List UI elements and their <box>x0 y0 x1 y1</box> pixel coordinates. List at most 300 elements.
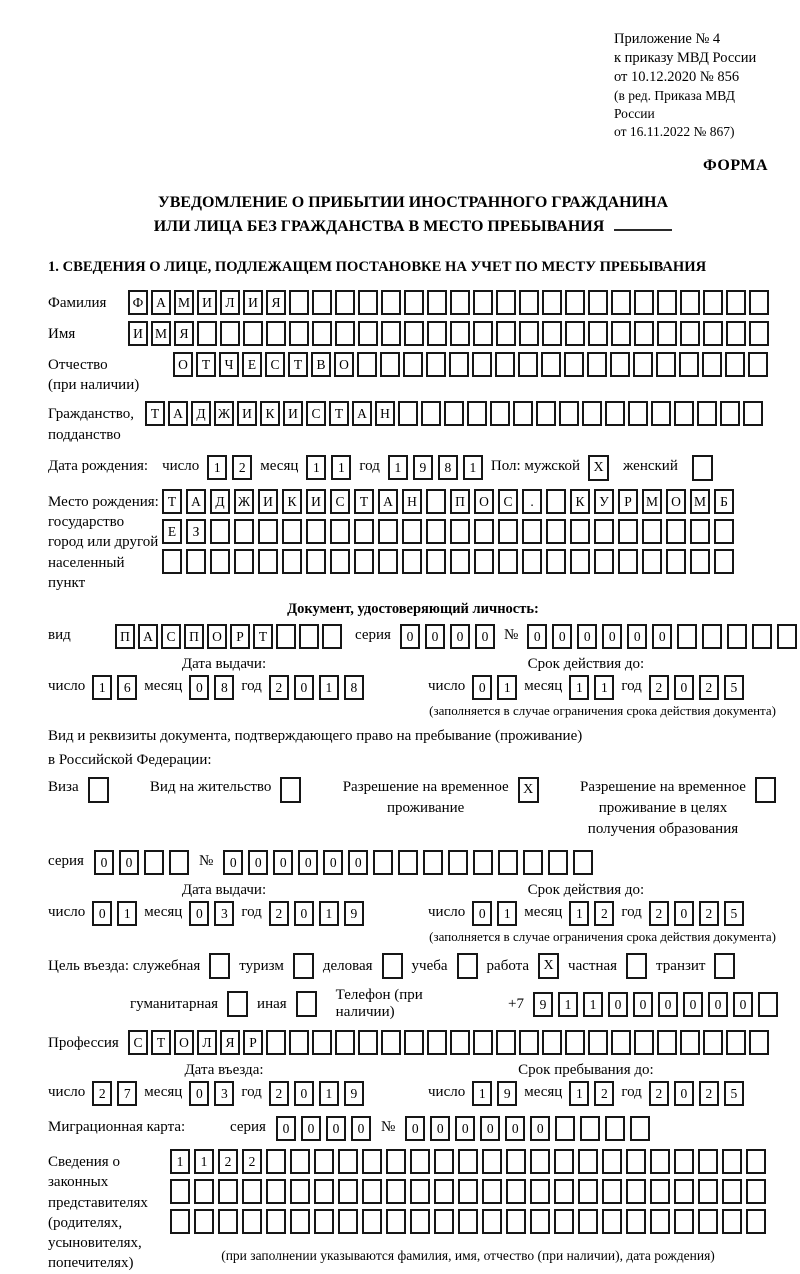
temp-residence-checkbox[interactable]: X <box>518 777 539 803</box>
char-cell[interactable] <box>404 1030 424 1055</box>
char-cell[interactable]: И <box>243 290 263 315</box>
char-cell[interactable] <box>580 1116 600 1141</box>
char-cell[interactable] <box>564 352 584 377</box>
char-cell[interactable] <box>386 1209 406 1234</box>
char-cell[interactable] <box>634 1030 654 1055</box>
char-cell[interactable]: 0 <box>294 675 314 700</box>
purpose-tourism-checkbox[interactable] <box>293 953 314 979</box>
char-cell[interactable] <box>650 1209 670 1234</box>
char-cell[interactable]: О <box>334 352 354 377</box>
char-cell[interactable]: К <box>570 489 590 514</box>
char-cell[interactable] <box>628 401 648 426</box>
char-cell[interactable] <box>522 519 542 544</box>
char-cell[interactable]: 2 <box>649 1081 669 1106</box>
char-cell[interactable] <box>482 1149 502 1174</box>
char-cell[interactable] <box>306 549 326 574</box>
char-cell[interactable] <box>578 1179 598 1204</box>
char-cell[interactable]: Ж <box>214 401 234 426</box>
char-cell[interactable]: О <box>173 352 193 377</box>
char-cell[interactable] <box>703 321 723 346</box>
char-cell[interactable] <box>490 401 510 426</box>
char-cell[interactable]: 1 <box>207 455 227 480</box>
char-cell[interactable] <box>542 321 562 346</box>
char-cell[interactable] <box>362 1209 382 1234</box>
char-cell[interactable] <box>506 1149 526 1174</box>
char-cell[interactable] <box>546 519 566 544</box>
char-cell[interactable] <box>610 352 630 377</box>
char-cell[interactable] <box>656 352 676 377</box>
char-cell[interactable] <box>578 1149 598 1174</box>
char-cell[interactable]: 1 <box>319 675 339 700</box>
char-cell[interactable] <box>335 290 355 315</box>
char-cell[interactable] <box>506 1179 526 1204</box>
purpose-work-checkbox[interactable]: X <box>538 953 559 979</box>
purpose-humanitarian-checkbox[interactable] <box>227 991 248 1017</box>
char-cell[interactable] <box>482 1209 502 1234</box>
char-cell[interactable] <box>450 519 470 544</box>
char-cell[interactable] <box>680 290 700 315</box>
char-cell[interactable] <box>242 1209 262 1234</box>
char-cell[interactable] <box>162 549 182 574</box>
char-cell[interactable] <box>312 321 332 346</box>
purpose-transit-checkbox[interactable] <box>714 953 735 979</box>
char-cell[interactable] <box>427 290 447 315</box>
char-cell[interactable]: 1 <box>594 675 614 700</box>
char-cell[interactable]: Т <box>354 489 374 514</box>
char-cell[interactable]: О <box>174 1030 194 1055</box>
char-cell[interactable] <box>169 850 189 875</box>
char-cell[interactable]: 0 <box>425 624 445 649</box>
char-cell[interactable]: 8 <box>344 675 364 700</box>
purpose-private-checkbox[interactable] <box>626 953 647 979</box>
char-cell[interactable] <box>426 549 446 574</box>
char-cell[interactable] <box>338 1149 358 1174</box>
char-cell[interactable] <box>634 321 654 346</box>
char-cell[interactable] <box>554 1209 574 1234</box>
char-cell[interactable]: О <box>666 489 686 514</box>
char-cell[interactable]: 0 <box>400 624 420 649</box>
char-cell[interactable] <box>651 401 671 426</box>
char-cell[interactable]: 2 <box>232 455 252 480</box>
char-cell[interactable]: 0 <box>405 1116 425 1141</box>
char-cell[interactable] <box>594 549 614 574</box>
char-cell[interactable] <box>702 352 722 377</box>
char-cell[interactable]: 1 <box>569 675 589 700</box>
char-cell[interactable]: Т <box>196 352 216 377</box>
char-cell[interactable] <box>570 549 590 574</box>
char-cell[interactable]: Т <box>329 401 349 426</box>
char-cell[interactable] <box>519 290 539 315</box>
edu-residence-checkbox[interactable] <box>755 777 776 803</box>
char-cell[interactable] <box>588 290 608 315</box>
char-cell[interactable]: 1 <box>497 901 517 926</box>
char-cell[interactable]: М <box>151 321 171 346</box>
char-cell[interactable] <box>358 1030 378 1055</box>
char-cell[interactable]: 9 <box>344 1081 364 1106</box>
char-cell[interactable] <box>519 321 539 346</box>
char-cell[interactable] <box>618 549 638 574</box>
char-cell[interactable] <box>541 352 561 377</box>
char-cell[interactable]: С <box>498 489 518 514</box>
char-cell[interactable] <box>680 1030 700 1055</box>
char-cell[interactable] <box>338 1179 358 1204</box>
char-cell[interactable]: 0 <box>505 1116 525 1141</box>
char-cell[interactable] <box>314 1209 334 1234</box>
char-cell[interactable] <box>522 549 542 574</box>
char-cell[interactable]: 0 <box>323 850 343 875</box>
char-cell[interactable]: 1 <box>92 675 112 700</box>
char-cell[interactable] <box>427 1030 447 1055</box>
char-cell[interactable] <box>726 290 746 315</box>
char-cell[interactable] <box>674 1179 694 1204</box>
char-cell[interactable]: 1 <box>319 1081 339 1106</box>
char-cell[interactable]: П <box>115 624 135 649</box>
char-cell[interactable] <box>423 850 443 875</box>
char-cell[interactable]: М <box>690 489 710 514</box>
char-cell[interactable]: 2 <box>594 1081 614 1106</box>
char-cell[interactable] <box>386 1179 406 1204</box>
char-cell[interactable]: 0 <box>608 992 628 1017</box>
char-cell[interactable] <box>573 850 593 875</box>
char-cell[interactable] <box>698 1209 718 1234</box>
char-cell[interactable] <box>559 401 579 426</box>
visa-checkbox[interactable] <box>88 777 109 803</box>
char-cell[interactable]: Я <box>174 321 194 346</box>
char-cell[interactable] <box>618 519 638 544</box>
char-cell[interactable]: У <box>594 489 614 514</box>
char-cell[interactable] <box>290 1149 310 1174</box>
char-cell[interactable]: П <box>184 624 204 649</box>
char-cell[interactable] <box>523 850 543 875</box>
char-cell[interactable] <box>702 624 722 649</box>
char-cell[interactable] <box>630 1116 650 1141</box>
char-cell[interactable] <box>594 519 614 544</box>
char-cell[interactable] <box>758 992 778 1017</box>
char-cell[interactable] <box>703 1030 723 1055</box>
char-cell[interactable] <box>335 321 355 346</box>
sex-female-checkbox[interactable] <box>692 455 713 481</box>
char-cell[interactable]: 2 <box>649 675 669 700</box>
char-cell[interactable] <box>714 549 734 574</box>
char-cell[interactable] <box>335 1030 355 1055</box>
char-cell[interactable] <box>674 1209 694 1234</box>
char-cell[interactable]: 0 <box>92 901 112 926</box>
char-cell[interactable] <box>725 352 745 377</box>
char-cell[interactable] <box>657 290 677 315</box>
char-cell[interactable]: 2 <box>594 901 614 926</box>
char-cell[interactable]: 0 <box>430 1116 450 1141</box>
char-cell[interactable] <box>282 549 302 574</box>
char-cell[interactable] <box>434 1179 454 1204</box>
char-cell[interactable] <box>611 1030 631 1055</box>
char-cell[interactable]: 2 <box>649 901 669 926</box>
char-cell[interactable] <box>626 1149 646 1174</box>
char-cell[interactable] <box>404 321 424 346</box>
char-cell[interactable]: Ф <box>128 290 148 315</box>
char-cell[interactable] <box>554 1179 574 1204</box>
char-cell[interactable] <box>473 321 493 346</box>
char-cell[interactable] <box>448 850 468 875</box>
char-cell[interactable] <box>498 850 518 875</box>
char-cell[interactable] <box>306 519 326 544</box>
char-cell[interactable] <box>458 1179 478 1204</box>
char-cell[interactable] <box>354 549 374 574</box>
char-cell[interactable] <box>474 549 494 574</box>
char-cell[interactable] <box>666 519 686 544</box>
char-cell[interactable]: П <box>450 489 470 514</box>
char-cell[interactable] <box>218 1179 238 1204</box>
char-cell[interactable]: З <box>186 519 206 544</box>
char-cell[interactable] <box>697 401 717 426</box>
char-cell[interactable] <box>602 1209 622 1234</box>
char-cell[interactable] <box>749 321 769 346</box>
char-cell[interactable] <box>258 549 278 574</box>
char-cell[interactable]: 2 <box>92 1081 112 1106</box>
char-cell[interactable] <box>444 401 464 426</box>
char-cell[interactable] <box>554 1149 574 1174</box>
char-cell[interactable]: 0 <box>577 624 597 649</box>
char-cell[interactable]: 5 <box>724 675 744 700</box>
char-cell[interactable]: 2 <box>699 675 719 700</box>
char-cell[interactable] <box>473 290 493 315</box>
char-cell[interactable] <box>605 401 625 426</box>
char-cell[interactable] <box>749 290 769 315</box>
char-cell[interactable] <box>312 1030 332 1055</box>
char-cell[interactable]: 1 <box>558 992 578 1017</box>
char-cell[interactable] <box>299 624 319 649</box>
char-cell[interactable] <box>312 290 332 315</box>
char-cell[interactable]: И <box>258 489 278 514</box>
char-cell[interactable]: 0 <box>674 675 694 700</box>
char-cell[interactable]: С <box>161 624 181 649</box>
char-cell[interactable] <box>398 850 418 875</box>
char-cell[interactable] <box>674 1149 694 1174</box>
char-cell[interactable] <box>714 519 734 544</box>
char-cell[interactable] <box>642 549 662 574</box>
char-cell[interactable]: 1 <box>497 675 517 700</box>
char-cell[interactable] <box>548 850 568 875</box>
char-cell[interactable]: 8 <box>214 675 234 700</box>
char-cell[interactable] <box>450 549 470 574</box>
char-cell[interactable]: В <box>311 352 331 377</box>
char-cell[interactable] <box>743 401 763 426</box>
char-cell[interactable]: 7 <box>117 1081 137 1106</box>
char-cell[interactable]: 1 <box>194 1149 214 1174</box>
char-cell[interactable]: 9 <box>497 1081 517 1106</box>
char-cell[interactable]: К <box>282 489 302 514</box>
char-cell[interactable] <box>570 519 590 544</box>
char-cell[interactable]: 0 <box>475 624 495 649</box>
char-cell[interactable] <box>234 519 254 544</box>
char-cell[interactable] <box>602 1179 622 1204</box>
char-cell[interactable] <box>720 401 740 426</box>
char-cell[interactable] <box>276 624 296 649</box>
char-cell[interactable]: Я <box>266 290 286 315</box>
char-cell[interactable]: 1 <box>388 455 408 480</box>
char-cell[interactable] <box>450 321 470 346</box>
char-cell[interactable]: 0 <box>652 624 672 649</box>
char-cell[interactable] <box>258 519 278 544</box>
char-cell[interactable] <box>170 1179 190 1204</box>
char-cell[interactable] <box>402 549 422 574</box>
char-cell[interactable] <box>426 489 446 514</box>
char-cell[interactable] <box>220 321 240 346</box>
char-cell[interactable]: М <box>642 489 662 514</box>
char-cell[interactable] <box>266 1030 286 1055</box>
char-cell[interactable] <box>403 352 423 377</box>
char-cell[interactable] <box>752 624 772 649</box>
char-cell[interactable] <box>210 519 230 544</box>
char-cell[interactable]: 0 <box>119 850 139 875</box>
char-cell[interactable] <box>626 1179 646 1204</box>
char-cell[interactable] <box>186 549 206 574</box>
char-cell[interactable] <box>698 1149 718 1174</box>
char-cell[interactable] <box>519 1030 539 1055</box>
char-cell[interactable] <box>530 1179 550 1204</box>
char-cell[interactable]: И <box>283 401 303 426</box>
char-cell[interactable]: А <box>186 489 206 514</box>
char-cell[interactable]: 1 <box>463 455 483 480</box>
char-cell[interactable] <box>495 352 515 377</box>
char-cell[interactable] <box>546 489 566 514</box>
purpose-business-checkbox[interactable] <box>382 953 403 979</box>
char-cell[interactable]: Б <box>714 489 734 514</box>
char-cell[interactable]: 2 <box>218 1149 238 1174</box>
char-cell[interactable] <box>398 401 418 426</box>
char-cell[interactable]: 1 <box>569 1081 589 1106</box>
char-cell[interactable]: Л <box>197 1030 217 1055</box>
char-cell[interactable] <box>434 1209 454 1234</box>
char-cell[interactable] <box>381 1030 401 1055</box>
char-cell[interactable]: М <box>174 290 194 315</box>
char-cell[interactable] <box>777 624 797 649</box>
char-cell[interactable]: 0 <box>733 992 753 1017</box>
char-cell[interactable]: А <box>378 489 398 514</box>
char-cell[interactable] <box>381 321 401 346</box>
char-cell[interactable] <box>194 1179 214 1204</box>
char-cell[interactable]: 1 <box>170 1149 190 1174</box>
char-cell[interactable]: Н <box>402 489 422 514</box>
char-cell[interactable]: 0 <box>276 1116 296 1141</box>
char-cell[interactable]: К <box>260 401 280 426</box>
char-cell[interactable] <box>582 401 602 426</box>
char-cell[interactable] <box>358 321 378 346</box>
char-cell[interactable] <box>588 321 608 346</box>
char-cell[interactable] <box>474 519 494 544</box>
char-cell[interactable]: И <box>197 290 217 315</box>
char-cell[interactable]: Р <box>243 1030 263 1055</box>
char-cell[interactable]: 0 <box>472 901 492 926</box>
char-cell[interactable] <box>290 1179 310 1204</box>
char-cell[interactable]: 1 <box>319 901 339 926</box>
char-cell[interactable] <box>690 549 710 574</box>
char-cell[interactable] <box>546 549 566 574</box>
char-cell[interactable] <box>542 290 562 315</box>
char-cell[interactable] <box>467 401 487 426</box>
char-cell[interactable] <box>197 321 217 346</box>
char-cell[interactable]: С <box>128 1030 148 1055</box>
char-cell[interactable]: 0 <box>450 624 470 649</box>
char-cell[interactable] <box>565 321 585 346</box>
char-cell[interactable] <box>496 321 516 346</box>
char-cell[interactable] <box>746 1149 766 1174</box>
char-cell[interactable] <box>727 624 747 649</box>
char-cell[interactable]: 0 <box>94 850 114 875</box>
char-cell[interactable] <box>289 290 309 315</box>
char-cell[interactable]: 6 <box>117 675 137 700</box>
char-cell[interactable]: И <box>128 321 148 346</box>
char-cell[interactable]: 1 <box>117 901 137 926</box>
char-cell[interactable]: . <box>522 489 542 514</box>
char-cell[interactable] <box>498 519 518 544</box>
char-cell[interactable] <box>530 1149 550 1174</box>
char-cell[interactable]: 0 <box>298 850 318 875</box>
char-cell[interactable]: 0 <box>189 901 209 926</box>
char-cell[interactable]: 0 <box>527 624 547 649</box>
char-cell[interactable] <box>381 290 401 315</box>
char-cell[interactable] <box>458 1209 478 1234</box>
char-cell[interactable]: Л <box>220 290 240 315</box>
char-cell[interactable] <box>605 1116 625 1141</box>
char-cell[interactable] <box>426 519 446 544</box>
char-cell[interactable]: Н <box>375 401 395 426</box>
char-cell[interactable] <box>266 1149 286 1174</box>
purpose-official-checkbox[interactable] <box>209 953 230 979</box>
char-cell[interactable] <box>421 401 441 426</box>
char-cell[interactable] <box>243 321 263 346</box>
char-cell[interactable] <box>373 850 393 875</box>
char-cell[interactable]: Т <box>145 401 165 426</box>
char-cell[interactable] <box>634 290 654 315</box>
char-cell[interactable] <box>726 1030 746 1055</box>
char-cell[interactable]: 0 <box>480 1116 500 1141</box>
char-cell[interactable] <box>404 290 424 315</box>
char-cell[interactable]: 5 <box>724 901 744 926</box>
char-cell[interactable] <box>536 401 556 426</box>
char-cell[interactable] <box>378 549 398 574</box>
char-cell[interactable] <box>362 1149 382 1174</box>
char-cell[interactable] <box>578 1209 598 1234</box>
char-cell[interactable]: Ч <box>219 352 239 377</box>
char-cell[interactable] <box>410 1209 430 1234</box>
char-cell[interactable] <box>362 1179 382 1204</box>
purpose-other-checkbox[interactable] <box>296 991 317 1017</box>
char-cell[interactable] <box>266 321 286 346</box>
char-cell[interactable] <box>513 401 533 426</box>
char-cell[interactable]: 0 <box>674 901 694 926</box>
char-cell[interactable] <box>322 624 342 649</box>
char-cell[interactable] <box>611 290 631 315</box>
char-cell[interactable]: С <box>306 401 326 426</box>
char-cell[interactable] <box>657 1030 677 1055</box>
char-cell[interactable]: Я <box>220 1030 240 1055</box>
char-cell[interactable] <box>289 321 309 346</box>
char-cell[interactable]: 0 <box>674 1081 694 1106</box>
char-cell[interactable]: 1 <box>472 1081 492 1106</box>
char-cell[interactable] <box>680 321 700 346</box>
char-cell[interactable] <box>530 1209 550 1234</box>
char-cell[interactable] <box>170 1209 190 1234</box>
char-cell[interactable] <box>410 1179 430 1204</box>
char-cell[interactable] <box>657 321 677 346</box>
char-cell[interactable]: 0 <box>294 1081 314 1106</box>
char-cell[interactable]: 3 <box>214 1081 234 1106</box>
char-cell[interactable]: 0 <box>530 1116 550 1141</box>
char-cell[interactable]: 9 <box>413 455 433 480</box>
char-cell[interactable] <box>542 1030 562 1055</box>
char-cell[interactable]: 0 <box>273 850 293 875</box>
char-cell[interactable] <box>674 401 694 426</box>
